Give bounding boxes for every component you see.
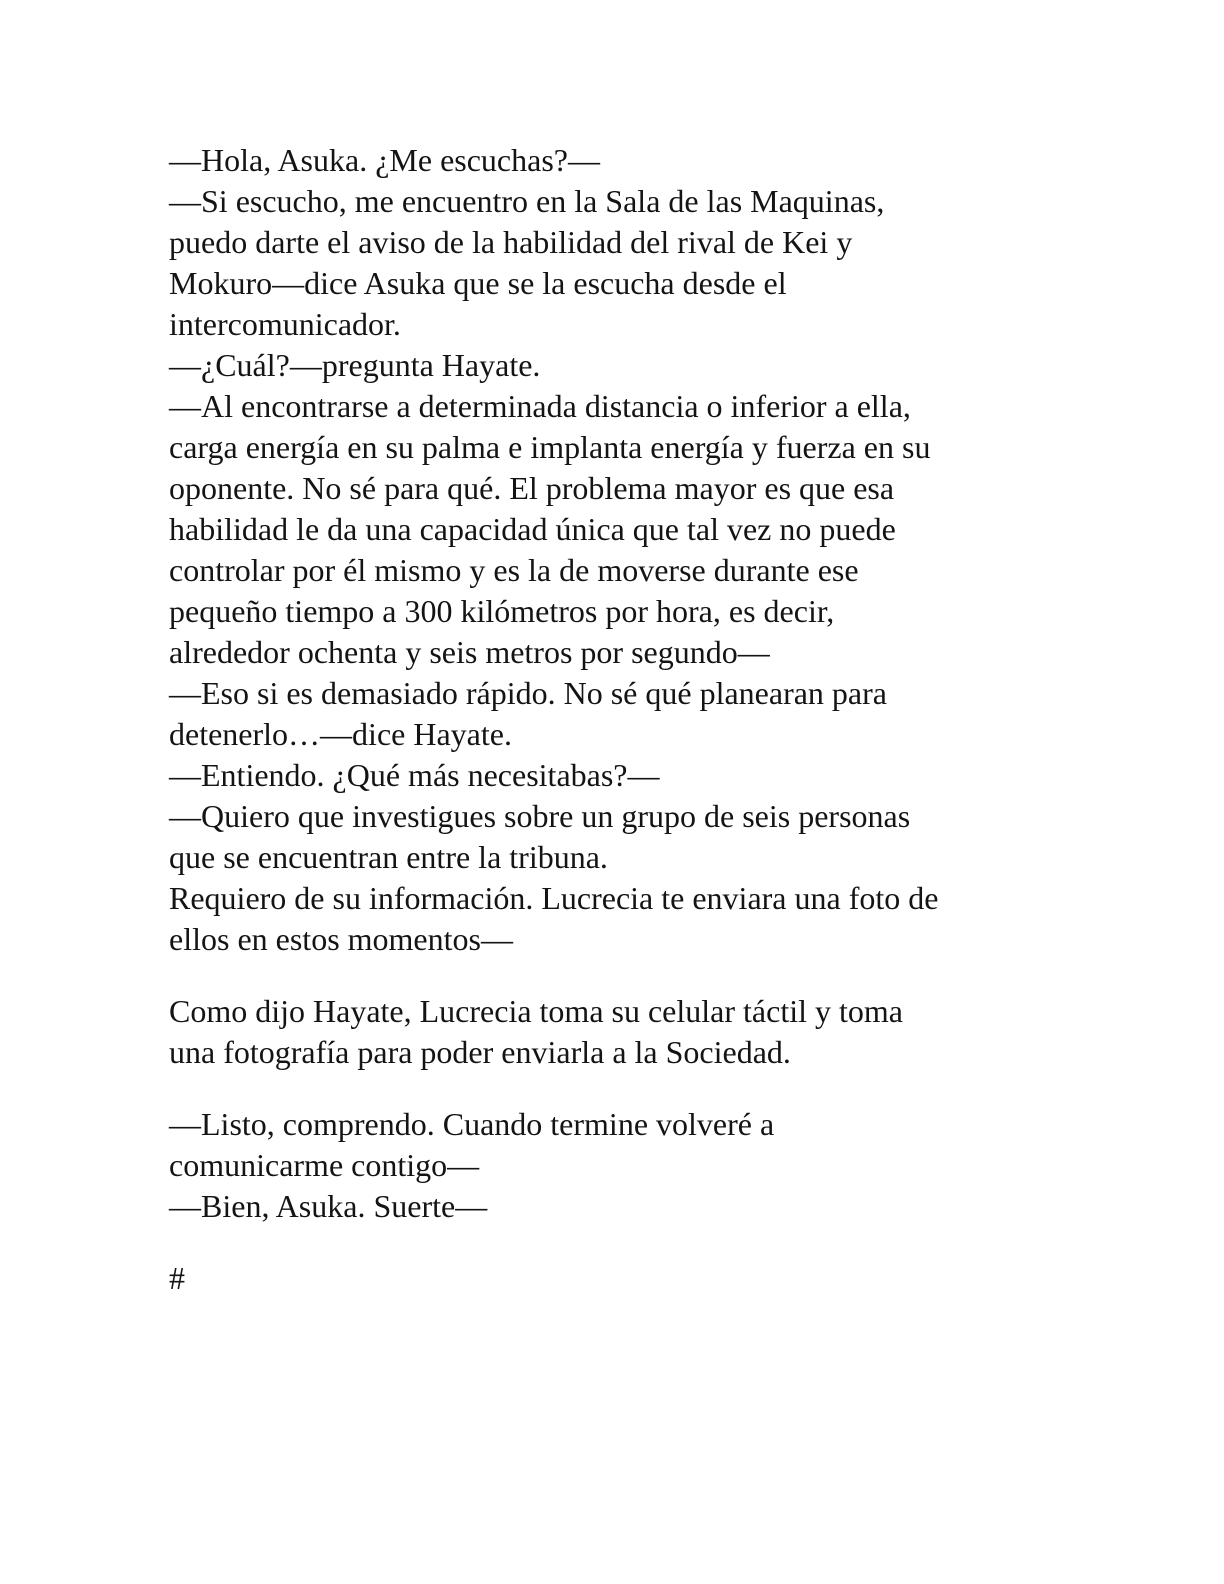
text-line: que se encuentran entre la tribuna.	[169, 839, 608, 875]
text-line: pequeño tiempo a 300 kilómetros por hora, es decir,	[169, 593, 835, 629]
text-line: una fotografía para poder enviarla a la Sociedad.	[169, 1034, 791, 1070]
text-line: —Bien, Asuka. Suerte—	[169, 1188, 488, 1224]
body-text	[169, 140, 1049, 1299]
section-break-marker: #	[169, 1260, 185, 1296]
text-line: habilidad le da una capacidad única que tal vez no puede	[169, 511, 896, 547]
text-line: —Si escucho, me encuentro en la Sala de las Maquinas,	[169, 183, 885, 219]
text-line: puedo darte el aviso de la habilidad del rival de Kei y	[169, 224, 853, 260]
text-line: ellos en estos momentos—	[169, 921, 513, 957]
text-line: —Entiendo. ¿Qué más necesitabas?—	[169, 757, 660, 793]
text-line: —Listo, comprendo. Cuando termine volveré a	[169, 1106, 775, 1142]
text-line: —Hola, Asuka. ¿Me escuchas?—	[169, 142, 600, 178]
text-line: detenerlo…—dice Hayate.	[169, 716, 512, 752]
text-line: intercomunicador.	[169, 306, 401, 342]
text-line: Requiero de su información. Lucrecia te enviara una foto de	[169, 880, 939, 916]
text-line: —Quiero que investigues sobre un grupo de seis personas	[169, 798, 911, 834]
text-line: Mokuro—dice Asuka que se la escucha desde el	[169, 265, 787, 301]
text-line: —Eso si es demasiado rápido. No sé qué planearan para	[169, 675, 887, 711]
text-line: Como dijo Hayate, Lucrecia toma su celular táctil y toma	[169, 993, 903, 1029]
text-line: comunicarme contigo—	[169, 1147, 480, 1183]
text-line: —Al encontrarse a determinada distancia o inferior a ella,	[169, 388, 911, 424]
text-line: oponente. No sé para qué. El problema mayor es que esa	[169, 470, 895, 506]
text-line: —¿Cuál?—pregunta Hayate.	[169, 347, 541, 383]
text-line: alrededor ochenta y seis metros por segundo—	[169, 634, 770, 670]
text-line: controlar por él mismo y es la de moverse durante ese	[169, 552, 859, 588]
text-line: carga energía en su palma e implanta energía y fuerza en su	[169, 429, 931, 465]
